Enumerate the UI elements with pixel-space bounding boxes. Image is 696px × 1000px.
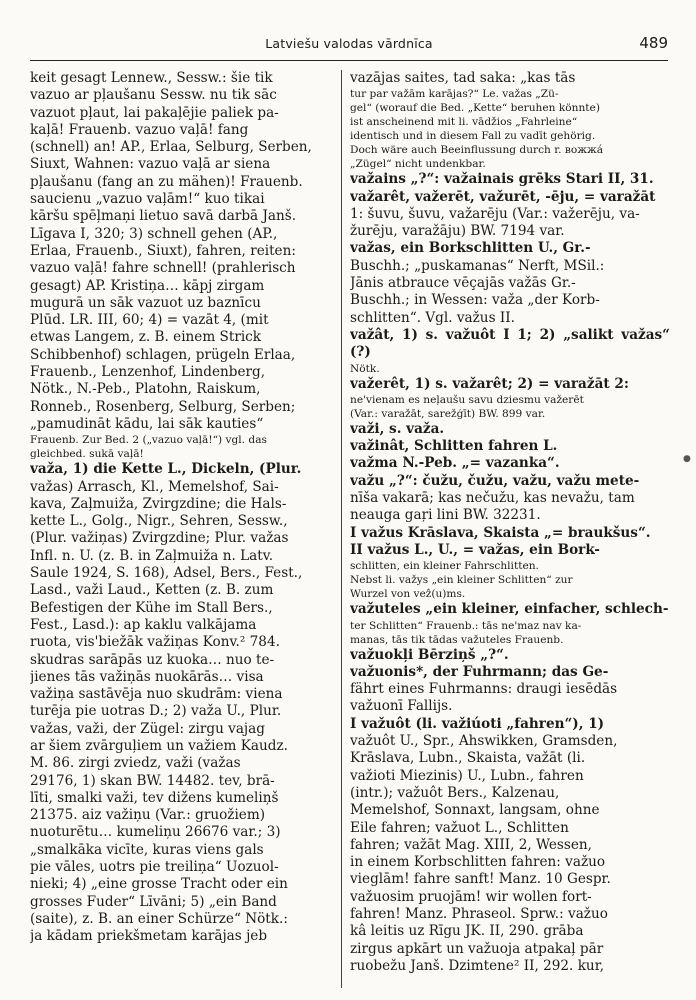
text-line: Buschh.; in Wessen: važa „der Korb-	[350, 292, 600, 309]
text-line: „pamudināt kādu, lai sāk kauties“	[30, 415, 264, 432]
text-line: žurēju, varažāju) BW. 7194 var.	[350, 223, 565, 240]
text-line: Befestigen der Kühe im Stall Bers.,	[30, 599, 273, 616]
text-line: važas, važi, der Zügel: zirgu vajag	[30, 720, 265, 737]
column-divider	[341, 70, 342, 988]
text-line: schlitten, ein kleiner Fahrschlitten.	[350, 560, 539, 573]
text-line: keit gesagt Lennew., Sessw.: šie tik	[30, 70, 273, 86]
text-line: gesagt) AP. Kristiņa… kāpj zirgam	[30, 277, 265, 294]
text-line: schlitten“. Vgl. važus II.	[350, 309, 515, 326]
text-line: važuôt U., Spr., Ahswikken, Gramsden,	[350, 733, 618, 750]
entry-headword-line: važinât, Schlitten fahren L.	[350, 438, 558, 455]
text-line: Plūd. LR. III, 60; 4) = vazāt 4, (mit	[30, 312, 269, 329]
text-line: važuosim pruojām! wir wollen fort-	[350, 888, 592, 905]
entry-headword-line: važarêt, važerēt, važurēt, -ēju, = varažāt	[350, 188, 656, 205]
entry-headword-line: važains „?“: važainais grēks Stari II, 31.	[350, 171, 654, 188]
text-line: Siuxt, Wahnen: vazuo vaļā ar siena	[30, 156, 271, 173]
page-header	[30, 26, 668, 61]
text-line: Jānis atbrauce vēçajās važās Gr.-	[350, 275, 576, 292]
entry-headword-line: II važus L., U., = važas, ein Bork-	[350, 541, 600, 558]
entry-headword-line: važuokļi Bērziņš „?“.	[350, 646, 509, 663]
text-line: vazuo ar pļaušanu Sessw. nu tik sāc	[30, 87, 277, 104]
text-line: Līgava I, 320; 3) schnell gehen (AP.,	[30, 225, 278, 242]
text-line: vazuot pļaut, lai pakaļējie paliek pa-	[30, 104, 279, 121]
text-line: (schnell) an! AP., Erlaa, Selburg, Serben,	[30, 139, 312, 156]
text-line: ist anscheinend mit li. vādžios „Fahrleine“	[350, 116, 578, 129]
entry-headword-line: važuteles „ein kleiner, einfacher, schlech-	[350, 601, 669, 618]
text-line: vazājas saites, tad saka: „kas tās	[350, 70, 576, 86]
right-column	[350, 70, 670, 990]
text-line: skudras sarāpās uz kuoka… nuo te-	[30, 651, 275, 668]
text-line: (Plur. važiņas) Zvirgzdine; Plur. važas	[30, 530, 289, 547]
text-line: saucienu „vazuo vaļām!“ kuo tikai	[30, 191, 265, 208]
entry-headword-line: važi, s. važa.	[350, 420, 445, 437]
margin-mark: ●	[683, 454, 691, 464]
text-line: Frauenb. Zur Bed. 2 („vazuo vaļā!“) vgl. das	[30, 434, 267, 447]
text-line: ar šiem zvārguļiem un važiem Kaudz.	[30, 737, 288, 754]
text-line: kette L., Golg., Nigr., Sehren, Sessw.,	[30, 513, 288, 530]
text-line: (intr.); važuôt Bers., Kalzenau,	[350, 784, 560, 801]
text-line: turēja pie uotras D.; 2) važa U., Plur.	[30, 703, 282, 720]
page-number: 489	[639, 34, 668, 52]
text-line: pļaušanu (fang an zu mähen)! Frauenb.	[30, 173, 303, 190]
text-line: (saite), z. B. an einer Schürze“ Nötk.:	[30, 910, 288, 927]
text-line: Wurzel von veẑ(u)ms.	[350, 588, 466, 601]
text-line: važuonī Fallijs.	[350, 698, 453, 715]
text-line: (Var.: varažāt, sarežģīt) BW. 899 var.	[350, 407, 546, 420]
text-line: Infl. n. U. (z. B. in Zaļmuiža n. Latv.	[30, 547, 274, 564]
text-line: līti, smalki važi, tev dižens kumeliņš	[30, 789, 279, 806]
text-line: tur par važām karājas?“ Le. važas „Zü-	[350, 88, 559, 101]
text-line: jienes tās važiņās nuokārās… visa	[30, 668, 264, 685]
text-line: nuoturētu… kumeliņu 26676 var.; 3)	[30, 824, 281, 841]
text-line: Lasd., važi Laud., Ketten (z. B. zum	[30, 582, 274, 599]
text-line: Krāslava, Lubn., Skaista, važāt (li.	[350, 750, 586, 767]
text-line: vieglām! fahre sanft! Manz. 10 Gespr.	[350, 871, 611, 888]
text-line: važas) Arrasch, Kl., Memelshof, Sai-	[30, 478, 279, 495]
text-line: Eile fahren; važuot L., Schlitten	[350, 819, 569, 836]
entry-headword-line: I važus Krāslava, Skaista „= braukšus“.	[350, 524, 651, 541]
entry-headword-line: važa, 1) die Kette L., Dickeln, (Plur.	[30, 461, 302, 478]
entry-headword-line: važma N.-Peb. „= vazanka“.	[350, 455, 560, 472]
text-line: Nötk., N.-Peb., Platohn, Raiskum,	[30, 381, 261, 398]
text-line: ter Schlitten“ Frauenb.: tās ne'maz nav ka-	[350, 619, 582, 632]
text-line: Schibbenhof) schlagen, prügeln Erlaa,	[30, 346, 296, 363]
text-line: nīša vakarā; kas nečužu, kas nevažu, tam	[350, 490, 635, 507]
text-line: nieki; 4) „eine grosse Tracht oder ein	[30, 876, 288, 893]
text-line: važiņa sastāvēja nuo skudrām: viena	[30, 686, 283, 703]
text-line: ruobežu Janš. Dzimtene² II, 292. kur,	[350, 957, 605, 974]
text-line: vazuo vaļā! fahre schnell! (prahlerisch	[30, 260, 296, 277]
entry-headword-line: I važuôt (li. važiúoti „fahren“), 1)	[350, 715, 605, 732]
text-line: Ronneb., Rosenberg, Selburg, Serben;	[30, 398, 296, 415]
text-line: M. 86. zirgi zviedz, važi (važas	[30, 755, 241, 772]
text-line: fährt eines Fuhrmanns: draugi iesēdās	[350, 681, 618, 698]
text-line: identisch und in diesem Fall zu vadīt gehörig.	[350, 130, 596, 143]
text-line: Nebst li. važys „ein kleiner Schlitten“ zur	[350, 574, 573, 587]
text-line: in einem Korbschlitten fahren: važuo	[350, 854, 606, 871]
text-line: 29176, 1) skan BW. 14482. tev, brā-	[30, 772, 275, 789]
text-line: Doch wäre auch Beeinflussung durch r. вожжá	[350, 144, 604, 157]
text-line: „smalkāka vicīte, kuras viens gals	[30, 841, 264, 858]
text-line: 21375. aiz važiņu (Var.: gruožiem)	[30, 807, 266, 824]
text-line: Nötk.	[350, 362, 380, 375]
text-line: 1: šuvu, šuvu, važarēju (Var.: važerēju, va-	[350, 205, 640, 222]
text-line: važioti Miezinis) U., Lubn., fahren	[350, 767, 584, 784]
text-line: ja kādam priekšmetam karājas jeb	[30, 928, 268, 945]
text-line: kâ leitis uz Rīgu JK. II, 290. grāba	[350, 923, 584, 940]
text-line: ruota, vis'biežāk važiņas Konv.² 784.	[30, 634, 280, 651]
text-line: grosses Fuder“ Līvāni; 5) „ein Band	[30, 893, 277, 910]
text-line: kaļā! Frauenb. vazuo vaļā! fang	[30, 121, 249, 138]
text-line: mugurā un sāk vazuot uz baznīcu	[30, 294, 261, 311]
entry-headword-line: važerêt, 1) s. važarêt; 2) = varažāt 2:	[350, 375, 629, 392]
entry-headword-line: važuonis*, der Fuhrmann; das Ge-	[350, 663, 609, 680]
text-line: Memelshof, Sonnaxt, langsam, ohne	[350, 802, 600, 819]
text-line: „Zügel“ nicht undenkbar.	[350, 158, 486, 171]
text-line: kāršu spēļmaņi lietuo savā darbā Janš.	[30, 208, 297, 225]
entry-headword-line: važu „?“: čužu, čužu, važu, važu mete-	[350, 472, 640, 489]
text-line: neauga gaŗi lini BW. 32231.	[350, 507, 541, 524]
text-line: ne'vienam es neļaušu savu dziesmu važerēt	[350, 393, 584, 406]
text-line: Frauenb., Lenzenhof, Lindenberg,	[30, 364, 266, 381]
entry-headword-line: važât, 1) s. važuôt I 1; 2) „salikt važas“ (?)	[350, 326, 670, 361]
left-column	[30, 70, 334, 990]
text-line: fahren; važāt Mag. XIII, 2, Wessen,	[350, 836, 592, 853]
text-line: Fest., Lasd.): ap kaklu valkājama	[30, 616, 257, 633]
text-line: fahren! Manz. Phraseol. Sprw.: važuo	[350, 905, 608, 922]
text-line: kava, Zaļmuiža, Zvirgzdine; die Hals-	[30, 495, 287, 512]
text-line: Saule 1924, S. 168), Adsel, Bers., Fest.,	[30, 565, 303, 582]
running-title: Latviešu valodas vārdnīca	[265, 36, 433, 51]
text-line: pie vāles, uotrs pie treiliņa“ Uozuol-	[30, 859, 279, 876]
text-line: manas, tās tik tādas važuteles Frauenb.	[350, 633, 564, 646]
text-line: zirgus apkārt un važuoja atpakaļ pār	[350, 940, 604, 957]
text-line: Buschh.; „puskamanas“ Nerft, MSil.:	[350, 257, 605, 274]
entry-headword-line: važas, ein Borkschlitten U., Gr.-	[350, 240, 591, 257]
text-line: gel“ (worauf die Bed. „Kette“ beruhen könnte)	[350, 102, 600, 115]
text-line: etwas Langem, z. B. einem Strick	[30, 329, 262, 346]
text-line: gleichbed. sukā vaļā!	[30, 448, 144, 461]
text-line: Erlaa, Frauenb., Siuxt), fahren, reiten:	[30, 242, 296, 259]
